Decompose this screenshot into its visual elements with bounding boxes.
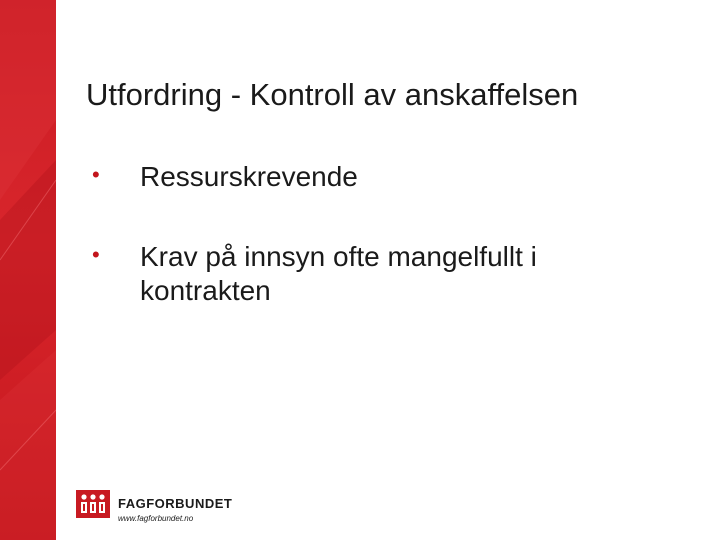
fagforbundet-logo [76,490,246,530]
bullet-item [92,160,652,194]
bullet-list [92,160,652,308]
side-band-pattern [0,0,56,540]
decorative-side-band [0,0,56,540]
logo-mark-icon [76,490,110,518]
bullet-marker: • [92,242,100,267]
bullet-text: Krav på innsyn ofte mangelfullt i kontrakten [140,241,537,306]
bullet-item [92,240,652,308]
bullet-text: Ressurskrevende [140,161,358,192]
logo-name: FAGFORBUNDET [118,496,233,511]
slide-title: Utfordring - Kontroll av anskaffelsen [86,77,579,112]
logo-url: www.fagforbundet.no [118,514,194,523]
bullet-marker: • [92,162,100,187]
